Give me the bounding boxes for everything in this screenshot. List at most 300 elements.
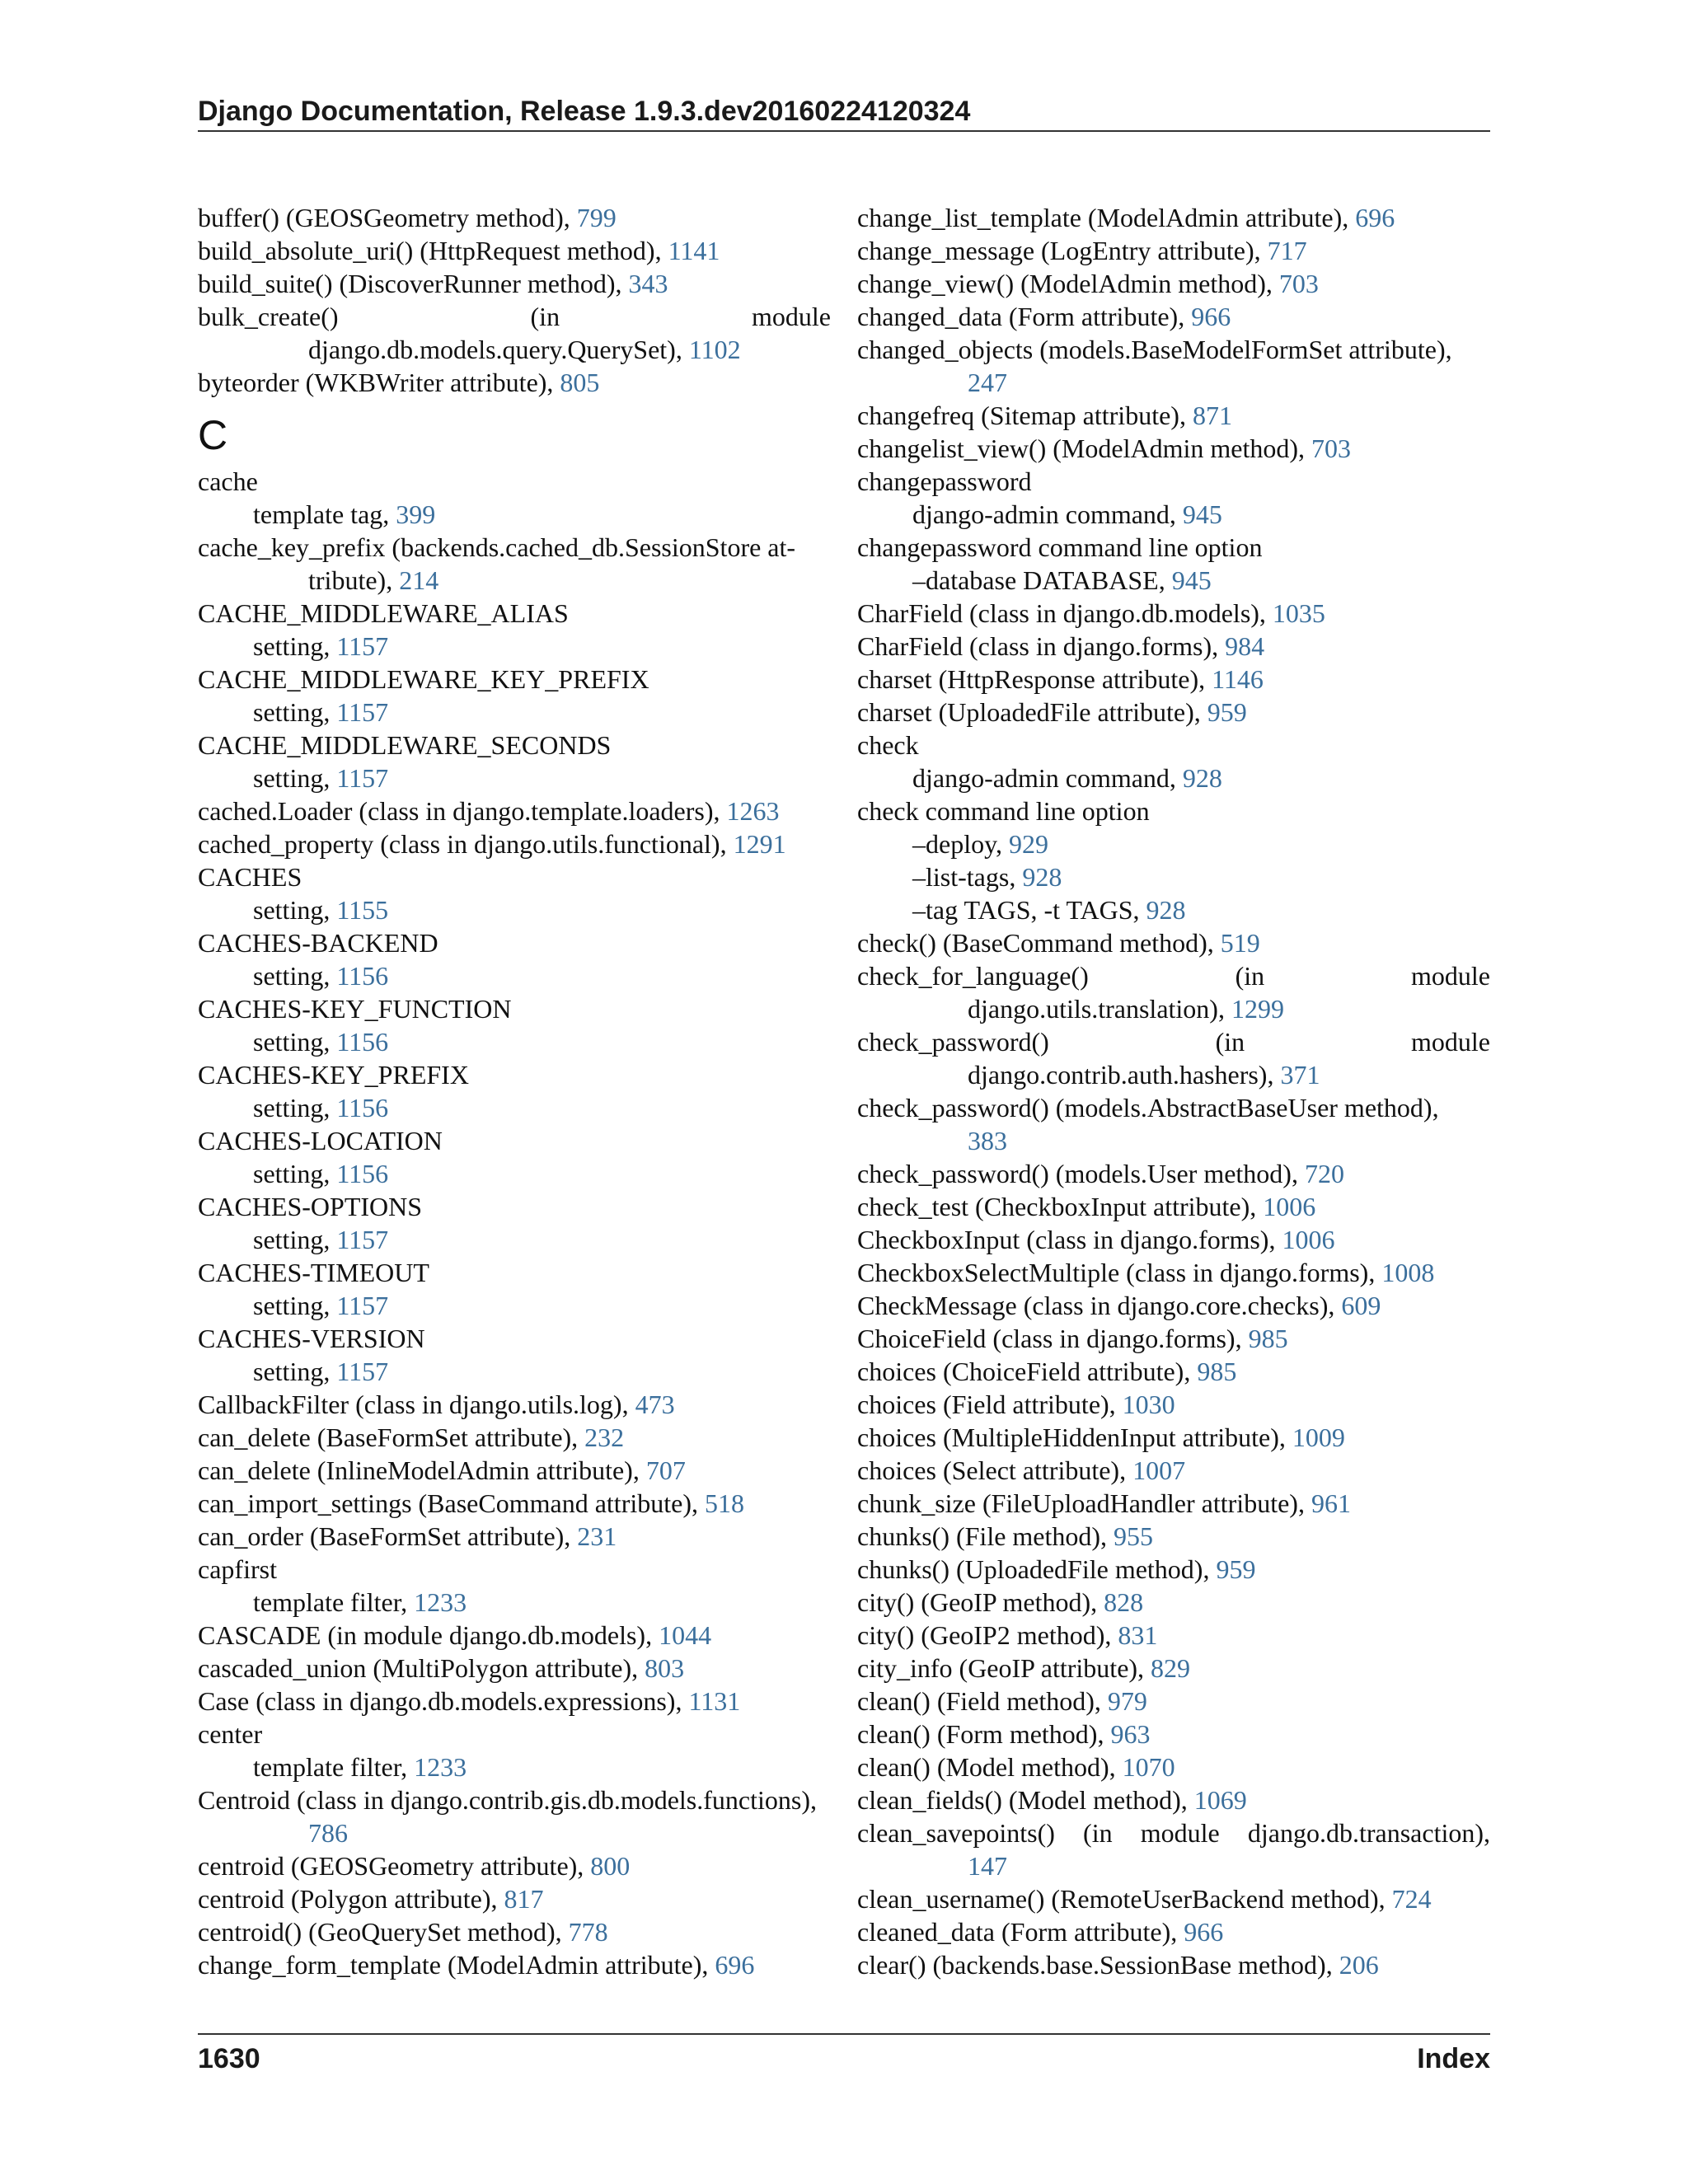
- index-entry: [857, 1783, 1490, 1816]
- index-entry-text: choices (MultipleHiddenInput attribute),: [857, 1422, 1292, 1452]
- index-subentry: [857, 564, 1490, 597]
- index-entry-text: changepassword: [857, 466, 1032, 496]
- index-entry-text: CACHES-BACKEND: [198, 928, 438, 958]
- index-entry-text: check_password() (models.User method),: [857, 1159, 1305, 1188]
- index-entry-text: cleaned_data (Form attribute),: [857, 1917, 1184, 1947]
- index-entry-word: clean_savepoints(): [857, 1818, 1055, 1848]
- page-reference-link[interactable]: 955: [1114, 1521, 1154, 1551]
- index-entry: [857, 1553, 1490, 1586]
- page-reference-link[interactable]: 778: [568, 1917, 608, 1947]
- index-entry-text: –database DATABASE,: [912, 565, 1172, 595]
- page-reference-link[interactable]: 966: [1184, 1917, 1224, 1947]
- page-reference-link[interactable]: 1233: [414, 1752, 467, 1782]
- page-reference-link[interactable]: 1102: [688, 335, 741, 364]
- page-reference-link[interactable]: 1157: [336, 1291, 389, 1320]
- index-entry: [857, 1718, 1490, 1750]
- index-entry-text: clean() (Field method),: [857, 1686, 1108, 1716]
- index-entry: [857, 399, 1490, 432]
- index-entry-text: template filter,: [253, 1587, 415, 1617]
- index-entry: [198, 234, 831, 267]
- page-reference-link[interactable]: 343: [628, 269, 668, 298]
- index-entry-text: setting,: [253, 1225, 337, 1254]
- index-entry-text: CASCADE (in module django.db.models),: [198, 1620, 659, 1650]
- index-entry: [198, 201, 831, 234]
- index-entry: [857, 1882, 1490, 1915]
- index-entry-text: charset (HttpResponse attribute),: [857, 664, 1212, 694]
- index-entry: [857, 696, 1490, 729]
- page-reference-link[interactable]: 1157: [336, 1225, 389, 1254]
- index-subentry: [198, 1289, 831, 1322]
- index-entry-text: CheckboxSelectMultiple (class in django.forms),: [857, 1258, 1382, 1287]
- index-entry: [857, 1652, 1490, 1685]
- page-reference-link[interactable]: 383: [968, 1126, 1007, 1155]
- index-entry: [857, 465, 1490, 498]
- page-reference-link[interactable]: 929: [1009, 829, 1049, 859]
- index-entry-text: CACHES: [198, 862, 302, 892]
- index-entry: [198, 1619, 831, 1652]
- index-entry: [857, 333, 1490, 366]
- page-reference-link[interactable]: 1006: [1282, 1225, 1335, 1254]
- index-entry-text: check_test (CheckboxInput attribute),: [857, 1192, 1264, 1221]
- index-subentry: [198, 1223, 831, 1256]
- index-entry-text: CACHES-OPTIONS: [198, 1192, 423, 1221]
- index-entry-text: django-admin command,: [912, 763, 1183, 793]
- index-entry-text: CACHES-VERSION: [198, 1324, 425, 1353]
- index-entry-word: check_for_language(): [857, 961, 1089, 991]
- index-entry: [857, 1223, 1490, 1256]
- index-entry-text: CACHE_MIDDLEWARE_KEY_PREFIX: [198, 664, 649, 694]
- page-reference-link[interactable]: 786: [308, 1818, 348, 1848]
- index-entry: [198, 1685, 831, 1718]
- index-entry: [857, 366, 1490, 399]
- index-entry: [198, 1058, 831, 1091]
- index-entry: [857, 267, 1490, 300]
- index-entry-text: can_delete (BaseFormSet attribute),: [198, 1422, 585, 1452]
- page-reference-link[interactable]: 1157: [336, 697, 389, 727]
- running-header: Django Documentation, Release 1.9.3.dev20160224120324: [198, 96, 971, 127]
- index-entry-word: module: [752, 302, 831, 331]
- page-reference-link[interactable]: 371: [1280, 1060, 1320, 1090]
- page-reference-link[interactable]: 1007: [1132, 1455, 1186, 1485]
- index-entry-text: setting,: [253, 1093, 337, 1122]
- index-entry: [857, 1355, 1490, 1388]
- index-entry-text: changelist_view() (ModelAdmin method),: [857, 434, 1311, 463]
- page-reference-link[interactable]: 961: [1311, 1488, 1351, 1518]
- page-reference-link[interactable]: 231: [577, 1521, 617, 1551]
- index-entry-text: cached.Loader (class in django.template.loaders),: [198, 796, 727, 826]
- index-entry: [198, 1124, 831, 1157]
- index-entry-text: clean_fields() (Model method),: [857, 1785, 1194, 1815]
- page-reference-link[interactable]: 1156: [336, 1027, 389, 1057]
- index-entry-text: chunks() (File method),: [857, 1521, 1114, 1551]
- index-entry-text: chunk_size (FileUploadHandler attribute),: [857, 1488, 1311, 1518]
- page-reference-link[interactable]: 984: [1225, 631, 1265, 661]
- index-entry: [198, 1322, 831, 1355]
- index-entry-text: cache: [198, 466, 258, 496]
- page-reference-link[interactable]: 1157: [336, 763, 389, 793]
- page-reference-link[interactable]: 1141: [668, 236, 720, 265]
- index-entry-text: city_info (GeoIP attribute),: [857, 1653, 1151, 1683]
- page-reference-link[interactable]: 399: [396, 499, 436, 529]
- index-entry-text: CheckMessage (class in django.core.checks),: [857, 1291, 1342, 1320]
- header-rule: [198, 130, 1490, 132]
- page-reference-link[interactable]: 985: [1197, 1357, 1237, 1386]
- index-letter-heading: C: [198, 412, 228, 458]
- page-reference-link[interactable]: 703: [1278, 269, 1319, 298]
- index-entry-text: setting,: [253, 697, 337, 727]
- page-reference-link[interactable]: 871: [1192, 401, 1232, 430]
- index-entry-text: CACHES-KEY_PREFIX: [198, 1060, 469, 1090]
- index-entry-word: module: [1140, 1818, 1220, 1848]
- page-reference-link[interactable]: 724: [1391, 1884, 1432, 1914]
- index-entry: [857, 1124, 1490, 1157]
- index-entry-text: CharField (class in django.db.models),: [857, 598, 1273, 628]
- index-entry-word: (in: [1235, 961, 1265, 991]
- index-entry: [198, 267, 831, 300]
- index-subentry: [857, 893, 1490, 926]
- index-entry-text: CACHE_MIDDLEWARE_ALIAS: [198, 598, 569, 628]
- index-entry: [198, 531, 831, 564]
- index-entry: [857, 1816, 1490, 1849]
- page-reference-link[interactable]: 1006: [1263, 1192, 1316, 1221]
- index-entry-text: setting,: [253, 1291, 337, 1320]
- index-entry-text: city() (GeoIP2 method),: [857, 1620, 1118, 1650]
- index-subentry: [198, 1355, 831, 1388]
- index-entry: [857, 1586, 1490, 1619]
- page-reference-link[interactable]: 1008: [1381, 1258, 1435, 1287]
- index-entry-text: –tag TAGS, -t TAGS,: [912, 895, 1146, 925]
- index-entry: [198, 1190, 831, 1223]
- page-reference-link[interactable]: 1291: [733, 829, 786, 859]
- index-entry-text: django.utils.translation),: [968, 994, 1231, 1024]
- index-entry: [198, 1553, 831, 1586]
- index-entry: [857, 992, 1490, 1025]
- index-entry: [857, 663, 1490, 696]
- index-column-left: [198, 201, 831, 1981]
- page-reference-link[interactable]: 609: [1341, 1291, 1381, 1320]
- page-reference-link[interactable]: 945: [1171, 565, 1212, 595]
- index-entry: [857, 1058, 1490, 1091]
- index-entry: [857, 1025, 1490, 1058]
- index-entry-word: module: [1411, 961, 1490, 991]
- index-entry-text: CharField (class in django.forms),: [857, 631, 1226, 661]
- index-subentry: [198, 959, 831, 992]
- index-entry: [857, 1685, 1490, 1718]
- index-subentry: [198, 893, 831, 926]
- index-entry: [198, 1520, 831, 1553]
- index-subentry: [198, 498, 831, 531]
- index-subentry: [198, 1750, 831, 1783]
- index-entry: [198, 794, 831, 827]
- index-entry-text: can_import_settings (BaseCommand attribute),: [198, 1488, 705, 1518]
- index-subentry: [857, 762, 1490, 794]
- index-entry-text: clean() (Model method),: [857, 1752, 1123, 1782]
- index-entry-text: build_absolute_uri() (HttpRequest method),: [198, 236, 668, 265]
- index-entry-text: changed_objects (models.BaseModelFormSet attribute),: [857, 335, 1452, 364]
- index-subentry: [857, 860, 1490, 893]
- footer-page-number: 1630: [198, 2043, 260, 2074]
- page-reference-link[interactable]: 1044: [659, 1620, 712, 1650]
- page-reference-link[interactable]: 959: [1216, 1554, 1256, 1584]
- index-entry-text: clean() (Form method),: [857, 1719, 1111, 1749]
- index-entry-word: bulk_create(): [198, 302, 339, 331]
- index-entry-text: build_suite() (DiscoverRunner method),: [198, 269, 629, 298]
- index-entry-text: template filter,: [253, 1752, 415, 1782]
- index-entry-text: centroid() (GeoQuerySet method),: [198, 1917, 569, 1947]
- index-entry: [857, 1322, 1490, 1355]
- page-reference-link[interactable]: 966: [1191, 302, 1231, 331]
- index-entry-text: setting,: [253, 961, 337, 991]
- page-reference-link[interactable]: 1157: [336, 1357, 389, 1386]
- index-entry-text: changefreq (Sitemap attribute),: [857, 401, 1193, 430]
- index-entry-text: choices (Select attribute),: [857, 1455, 1133, 1485]
- index-subentry: [198, 1586, 831, 1619]
- index-entry-text: chunks() (UploadedFile method),: [857, 1554, 1217, 1584]
- index-entry: [198, 1487, 831, 1520]
- page-reference-link[interactable]: 703: [1311, 434, 1351, 463]
- index-entry: [198, 1849, 831, 1882]
- index-entry: [857, 234, 1490, 267]
- page-reference-link[interactable]: 1156: [336, 1159, 389, 1188]
- index-subentry: [198, 696, 831, 729]
- index-entry: [857, 300, 1490, 333]
- page-reference-link[interactable]: 1233: [414, 1587, 467, 1617]
- page-reference-link[interactable]: 214: [399, 565, 439, 595]
- index-entry-text: cascaded_union (MultiPolygon attribute),: [198, 1653, 645, 1683]
- index-entry: [857, 630, 1490, 663]
- index-entry-word: (in: [1215, 1027, 1245, 1057]
- index-entry-text: –deploy,: [912, 829, 1010, 859]
- page-reference-link[interactable]: 473: [635, 1390, 675, 1419]
- page-reference-link[interactable]: 979: [1107, 1686, 1147, 1716]
- index-entry-text: setting,: [253, 1027, 337, 1057]
- page-reference-link[interactable]: 247: [968, 368, 1007, 397]
- index-entry: [857, 1619, 1490, 1652]
- page-reference-link[interactable]: 1146: [1212, 664, 1264, 694]
- page-reference-link[interactable]: 829: [1151, 1653, 1191, 1683]
- page-reference-link[interactable]: 1069: [1193, 1785, 1247, 1815]
- index-entry: [198, 992, 831, 1025]
- index-entry-text: changed_data (Form attribute),: [857, 302, 1192, 331]
- page-reference-link[interactable]: 1030: [1122, 1390, 1175, 1419]
- index-entry: [857, 959, 1490, 992]
- page-reference-link[interactable]: 147: [968, 1851, 1007, 1881]
- index-entry: [857, 794, 1490, 827]
- index-entry: [198, 1816, 831, 1849]
- page-reference-link[interactable]: 828: [1104, 1587, 1144, 1617]
- index-entry-word: django.db.transaction),: [1247, 1818, 1490, 1848]
- page-reference-link[interactable]: 800: [590, 1851, 631, 1881]
- index-entry-text: CACHES-KEY_FUNCTION: [198, 994, 512, 1024]
- index-entry: [198, 663, 831, 696]
- index-entry: [198, 1783, 831, 1816]
- page-reference-link[interactable]: 1263: [726, 796, 780, 826]
- index-entry: [198, 1388, 831, 1421]
- page-reference-link[interactable]: 805: [560, 368, 600, 397]
- page-reference-link[interactable]: 206: [1339, 1950, 1379, 1980]
- page-reference-link[interactable]: 831: [1118, 1620, 1158, 1650]
- index-entry: [198, 564, 831, 597]
- index-entry-word: check_password(): [857, 1027, 1049, 1057]
- index-entry-text: clean_username() (RemoteUserBackend method),: [857, 1884, 1392, 1914]
- index-entry: [857, 432, 1490, 465]
- index-entry: [198, 1948, 831, 1981]
- page-reference-link[interactable]: 696: [1355, 203, 1395, 232]
- index-entry: [857, 1454, 1490, 1487]
- page-reference-link[interactable]: 720: [1304, 1159, 1344, 1188]
- page-reference-link[interactable]: 1299: [1231, 994, 1284, 1024]
- index-entry: [857, 1256, 1490, 1289]
- index-entry: [857, 1157, 1490, 1190]
- page-reference-link[interactable]: 928: [1182, 763, 1222, 793]
- index-entry: [198, 1256, 831, 1289]
- page-reference-link[interactable]: 817: [504, 1884, 544, 1914]
- index-entry-text: change_list_template (ModelAdmin attribute),: [857, 203, 1356, 232]
- index-entry-text: CACHE_MIDDLEWARE_SECONDS: [198, 730, 612, 760]
- index-entry-text: Centroid (class in django.contrib.gis.db.models.functions),: [198, 1785, 817, 1815]
- index-entry-text: choices (ChoiceField attribute),: [857, 1357, 1198, 1386]
- index-entry: [857, 729, 1490, 762]
- index-entry-word: (in: [530, 302, 560, 331]
- page-reference-link[interactable]: 1155: [336, 895, 389, 925]
- index-subentry: [198, 1091, 831, 1124]
- page-reference-link[interactable]: 519: [1220, 928, 1260, 958]
- footer-rule: [198, 2033, 1490, 2035]
- index-entry: [857, 201, 1490, 234]
- index-entry-word: module: [1411, 1027, 1490, 1057]
- index-entry-text: centroid (GEOSGeometry attribute),: [198, 1851, 591, 1881]
- index-entry-text: change_form_template (ModelAdmin attribute),: [198, 1950, 715, 1980]
- index-entry: [198, 366, 831, 399]
- page-reference-link[interactable]: 985: [1248, 1324, 1288, 1353]
- index-entry-text: center: [198, 1719, 263, 1749]
- page-reference-link[interactable]: 959: [1207, 697, 1247, 727]
- index-entry-word: (in: [1083, 1818, 1113, 1848]
- index-entry: [857, 926, 1490, 959]
- page-reference-link[interactable]: 696: [715, 1950, 755, 1980]
- index-entry: [198, 1718, 831, 1750]
- index-subentry: [198, 1157, 831, 1190]
- index-subentry: [857, 498, 1490, 531]
- index-entry-text: CheckboxInput (class in django.forms),: [857, 1225, 1282, 1254]
- index-entry-text: check: [857, 730, 919, 760]
- index-entry-text: setting,: [253, 895, 337, 925]
- index-entry-text: centroid (Polygon attribute),: [198, 1884, 504, 1914]
- index-entry-text: buffer() (GEOSGeometry method),: [198, 203, 577, 232]
- index-entry-text: setting,: [253, 1159, 337, 1188]
- page-reference-link[interactable]: 928: [1022, 862, 1062, 892]
- page-reference-link[interactable]: 1131: [688, 1686, 741, 1716]
- page-reference-link[interactable]: 945: [1182, 499, 1222, 529]
- index-subentry: [198, 762, 831, 794]
- index-subentry: [857, 827, 1490, 860]
- index-subentry: [198, 1025, 831, 1058]
- index-entry: [857, 1388, 1490, 1421]
- index-entry: [857, 1091, 1490, 1124]
- page-reference-link[interactable]: 1009: [1292, 1422, 1345, 1452]
- index-entry-text: check command line option: [857, 796, 1150, 826]
- index-entry: [198, 465, 831, 498]
- page-reference-link[interactable]: 707: [645, 1455, 686, 1485]
- index-entry-text: setting,: [253, 1357, 337, 1386]
- index-entry-text: capfirst: [198, 1554, 277, 1584]
- index-entry-text: cache_key_prefix (backends.cached_db.SessionStore at-: [198, 532, 796, 562]
- index-entry-text: setting,: [253, 763, 337, 793]
- index-entry: [857, 1487, 1490, 1520]
- page-reference-link[interactable]: 1157: [336, 631, 389, 661]
- index-entry-text: byteorder (WKBWriter attribute),: [198, 368, 560, 397]
- page-reference-link[interactable]: 518: [704, 1488, 744, 1518]
- index-entry-text: check_password() (models.AbstractBaseUser method),: [857, 1093, 1439, 1122]
- page-reference-link[interactable]: 963: [1110, 1719, 1151, 1749]
- index-entry: [857, 1289, 1490, 1322]
- index-entry-text: setting,: [253, 631, 337, 661]
- page-reference-link[interactable]: 928: [1146, 895, 1186, 925]
- page-reference-link[interactable]: 1156: [336, 1093, 389, 1122]
- page-reference-link[interactable]: 1070: [1122, 1752, 1175, 1782]
- index-entry: [198, 333, 831, 366]
- index-entry: [198, 1652, 831, 1685]
- index-entry: [857, 1421, 1490, 1454]
- index-entry-text: cached_property (class in django.utils.functional),: [198, 829, 734, 859]
- index-entry: [857, 597, 1490, 630]
- index-entry-text: CACHES-TIMEOUT: [198, 1258, 429, 1287]
- index-entry: [198, 300, 831, 333]
- index-entry-text: django.db.models.query.QuerySet),: [308, 335, 689, 364]
- index-entry: [198, 860, 831, 893]
- index-entry-text: choices (Field attribute),: [857, 1390, 1123, 1419]
- index-entry: [198, 926, 831, 959]
- page-reference-link[interactable]: 1156: [336, 961, 389, 991]
- index-entry-text: clear() (backends.base.SessionBase method),: [857, 1950, 1339, 1980]
- index-entry-text: django.contrib.auth.hashers),: [968, 1060, 1281, 1090]
- index-entry: [857, 1849, 1490, 1882]
- index-entry: [857, 1190, 1490, 1223]
- page-reference-link[interactable]: 1035: [1272, 598, 1325, 628]
- index-entry: [198, 1882, 831, 1915]
- index-subentry: [198, 630, 831, 663]
- index-entry: [198, 597, 831, 630]
- index-column-right: [857, 201, 1490, 1981]
- index-entry: [857, 1750, 1490, 1783]
- index-entry: [857, 1915, 1490, 1948]
- index-entry: [857, 1520, 1490, 1553]
- index-entry: [198, 1454, 831, 1487]
- index-entry-text: django-admin command,: [912, 499, 1183, 529]
- index-entry-text: –list-tags,: [912, 862, 1023, 892]
- index-entry-text: CACHES-LOCATION: [198, 1126, 443, 1155]
- index-entry: [198, 1421, 831, 1454]
- page-reference-link[interactable]: 717: [1267, 236, 1307, 265]
- page-reference-link[interactable]: 232: [584, 1422, 625, 1452]
- index-entry-text: tribute),: [308, 565, 400, 595]
- footer-section-name: Index: [1417, 2043, 1490, 2074]
- index-entry-text: can_order (BaseFormSet attribute),: [198, 1521, 578, 1551]
- index-entry-text: city() (GeoIP method),: [857, 1587, 1104, 1617]
- page-reference-link[interactable]: 803: [645, 1653, 685, 1683]
- index-entry: [857, 1948, 1490, 1981]
- page-reference-link[interactable]: 799: [576, 203, 617, 232]
- index-entry-text: can_delete (InlineModelAdmin attribute),: [198, 1455, 646, 1485]
- index-entry-text: ChoiceField (class in django.forms),: [857, 1324, 1249, 1353]
- index-entry-text: template tag,: [253, 499, 396, 529]
- index-entry: [198, 1915, 831, 1948]
- index-entry-text: changepassword command line option: [857, 532, 1263, 562]
- index-entry-text: change_message (LogEntry attribute),: [857, 236, 1268, 265]
- index-entry: [857, 531, 1490, 564]
- index-entry-text: CallbackFilter (class in django.utils.log),: [198, 1390, 635, 1419]
- index-entry-text: Case (class in django.db.models.expressions),: [198, 1686, 689, 1716]
